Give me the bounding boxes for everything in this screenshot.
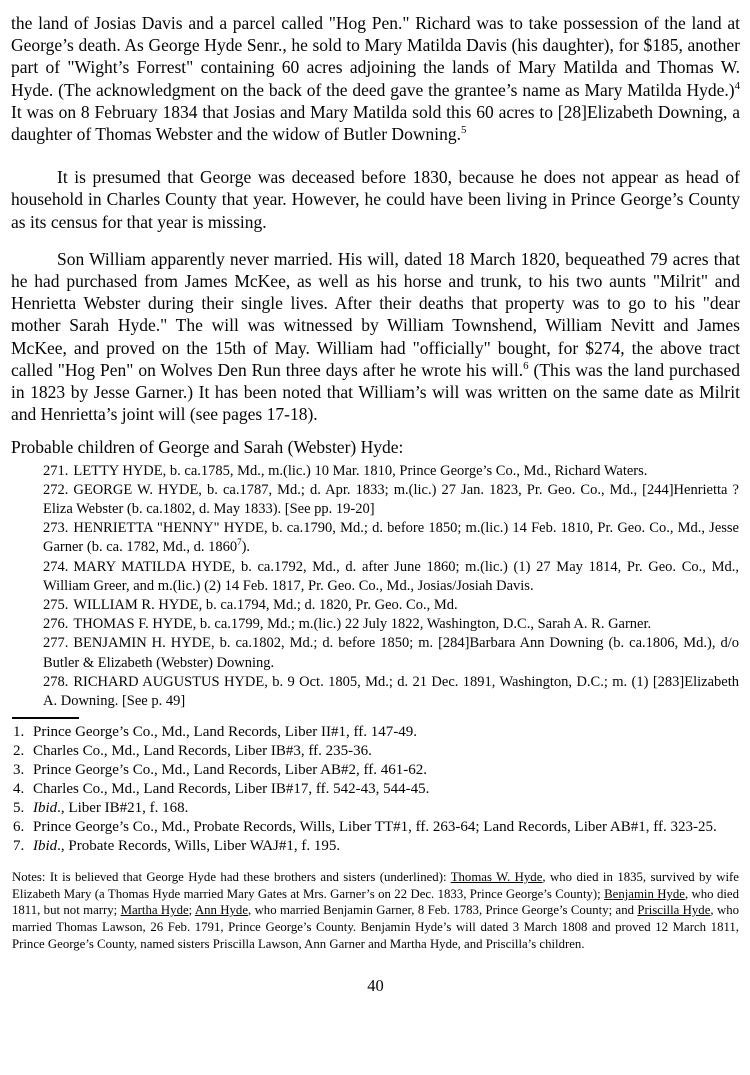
footnote-text: Prince George’s Co., Md., Land Records, Liber II#1, ff. 147-49. [33, 724, 417, 741]
list-item-text: WILLIAM R. HYDE, b. ca.1794, Md.; d. 1820, Pr. Geo. Co., Md. [73, 597, 458, 614]
list-item [43, 519, 739, 557]
footnote-separator [12, 717, 79, 719]
list-item-number: 278. [43, 673, 69, 690]
footnote-number: 6. [13, 819, 25, 836]
footnote-number: 3. [13, 762, 25, 779]
list-item-number: 275. [43, 597, 69, 614]
list-item-text: RICHARD AUGUSTUS HYDE, b. 9 Oct. 1805, Md.; d. 21 Dec. 1891, Washington, D.C.; m. (1) [283]Elizabeth A. Downing. [See p. 49] [43, 673, 739, 710]
list-item [43, 481, 739, 519]
footnotes [13, 723, 738, 856]
list-item [43, 634, 739, 672]
paragraph-son-william: Son William apparently never married. His will, dated 18 March 1820, bequeathed 79 acres that he had purchased from James McKee, as well as his horse and trunk, to his two aunts "Milrit" and Henrietta Webster during their single lives. After their deaths that property was to go to his "dear mother Sarah Hyde." The will was witnessed by William Townshend, William Nevitt and James McKee, and proved on the 15th of May. William had "officially" bought, for $274, the above tract called "Hog Pen" on Wolves Den Run three days after he wrote his will.$^6$ (This was the land purchased in 1823 by Jesse Garner.) It has been noted that William’s will was written on the same date as Milrit and Henrietta’s joint will (see pages 17-18). [11, 248, 740, 425]
children-list [43, 462, 739, 712]
list-item-number: 277. [43, 635, 69, 652]
list-item [43, 558, 739, 596]
footnote [13, 818, 738, 837]
footnote [13, 742, 738, 761]
list-item-text: GEORGE W. HYDE, b. ca.1787, Md.; d. Apr. 1833; m.(lic.) 27 Jan. 1823, Pr. Geo. Co., Md., [244]Henrietta ?Eliza Webster (b. ca.1802, d. May 1833). [See pp. 19-20] [43, 481, 739, 518]
paragraph-george-deceased: It is presumed that George was deceased before 1830, because he does not appear as head of household in Charles County that year. However, he could have been living in Prince George’s County as its census for that year is missing. [11, 167, 740, 232]
footnote-number: 1. [13, 724, 25, 741]
list-item-text: THOMAS F. HYDE, b. ca.1799, Md.; m.(lic.) 22 July 1822, Washington, D.C., Sarah A. R. Garner. [73, 616, 652, 633]
footnote-number: 4. [13, 781, 25, 798]
list-item [43, 596, 739, 615]
footnote-text: Prince George’s Co., Md., Land Records, Liber AB#2, ff. 461-62. [33, 762, 427, 779]
list-item-number: 276. [43, 616, 69, 633]
list-item-number: 273. [43, 520, 69, 537]
list-item-text: BENJAMIN H. HYDE, b. ca.1802, Md.; d. before 1850; m. [284]Barbara Ann Downing (b. ca.1806, Md.), d/o Butler & Elizabeth (Webster) Downing. [43, 635, 739, 671]
paragraph-land-sale: the land of Josias Davis and a parcel called "Hog Pen." Richard was to take possession of the land at George’s death. As George Hyde Senr., he sold to Mary Matilda Davis (his daughter), for $185, another part of "Wight’s Forrest" containing 60 acres adjoining the lands of Mary Matilda and Thomas W. Hyde. (The acknowledgment on the back of the deed gave the grantee’s name as Mary Matilda Hyde.)$^4$ It was on 8 February 1834 that Josias and Mary Matilda sold this 60 acres to [28]Elizabeth Downing, a daughter of Thomas Webster and the widow of Butler Downing.$^5$ [11, 13, 740, 145]
list-item-text: LETTY HYDE, b. ca.1785, Md., m.(lic.) 10 Mar. 1810, Prince George’s Co., Md., Richard Waters. [73, 462, 648, 479]
footnote [13, 837, 738, 856]
footnote [13, 780, 738, 799]
footnote-number: 7. [13, 838, 25, 855]
footnote-text: Ibid., Liber IB#21, f. 168. [33, 800, 189, 817]
list-item-number: 271. [43, 462, 69, 479]
list-item-text: HENRIETTA "HENNY" HYDE, b. ca.1790, Md.; d. before 1850; m.(lic.) 14 Feb. 1810, Pr. Geo. Co., Md., Jesse Garner (b. ca. 1782, Md., d. 1860$^7$). [43, 520, 739, 556]
footnote-text: Ibid., Probate Records, Wills, Liber WAJ#1, f. 195. [33, 838, 341, 855]
list-item-number: 272. [43, 481, 69, 498]
list-item-text: MARY MATILDA HYDE, b. ca.1792, Md., d. after June 1860; m.(lic.) (1) 27 May 1814, Pr. Geo. Co., Md., William Greer, and m.(lic.) (2) 14 Feb. 1817, Pr. Geo. Co., Md., Josias/Josiah Davis. [43, 558, 739, 594]
footnote-text: Charles Co., Md., Land Records, Liber IB#3, ff. 235-36. [33, 743, 372, 760]
footnote [13, 799, 738, 818]
footnote-text: Charles Co., Md., Land Records, Liber IB#17, ff. 542-43, 544-45. [33, 781, 430, 798]
list-item [43, 673, 739, 711]
footnote-text: Prince George’s Co., Md., Probate Records, Wills, Liber TT#1, ff. 263-64; Land Records, Liber AB#1, ff. 323-25. [33, 819, 717, 836]
footnote-number: 2. [13, 743, 25, 760]
page-number: 40 [367, 976, 384, 996]
children-list-heading: Probable children of George and Sarah (Webster) Hyde: [11, 437, 404, 458]
list-item [43, 462, 739, 481]
footnote [13, 761, 738, 780]
footnote [13, 723, 738, 742]
list-item-number: 274. [43, 558, 69, 575]
footnote-number: 5. [13, 800, 25, 817]
notes-paragraph: Notes: It is believed that George Hyde had these brothers and sisters (underlined): Thomas W. Hyde, who died in 1835, survived by wife Elizabeth Mary (a Thomas Hyde married Mary Gates at Mrs. Garner’s on 22 Dec. 1833, Prince George’s County); Benjamin Hyde, who died 1811, but not marry; Martha Hyde; Ann Hyde, who married Benjamin Garner, 8 Feb. 1783, Prince George’s County; and Priscilla Hyde, who married Thomas Lawson, 26 Feb. 1791, Prince George’s County. Benjamin Hyde’s will dated 3 March 1808 and proved 12 March 1811, Prince George’s County, named sisters Priscilla Lawson, Ann Garner and Martha Hyde, and Priscilla’s children. [12, 870, 739, 951]
list-item [43, 615, 739, 634]
